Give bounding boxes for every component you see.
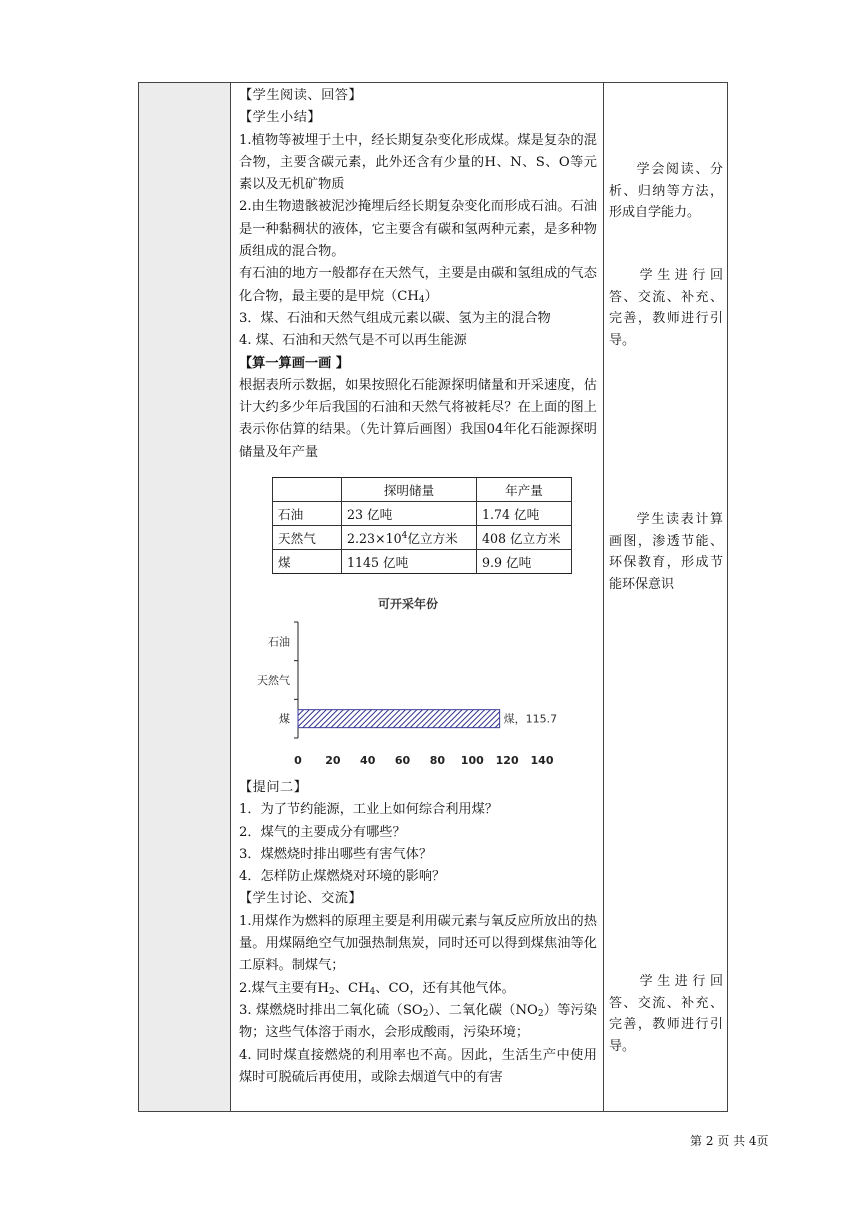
summary-3: 3．煤、石油和天然气组成元素以碳、氢为主的混合物	[239, 310, 551, 326]
page-footer: 第 2 页 共 4页	[690, 1134, 769, 1148]
x-tick-label: 0	[294, 754, 302, 767]
question-item: 2．煤气的主要成分有哪些？	[239, 824, 406, 840]
heading-summary: 【学生小结】	[239, 110, 322, 126]
heading-discussion: 【学生讨论、交流】	[239, 891, 363, 907]
chart-title: 可开采年份	[377, 597, 439, 611]
x-tick-label: 60	[394, 754, 411, 767]
heading-reading: 【学生阅读、回答】	[239, 88, 363, 103]
table-header-cell	[273, 478, 342, 502]
stage-column	[139, 83, 231, 1111]
category-label: 天然气	[257, 674, 290, 687]
summary-gas: 有石油的地方一般都存在天然气，主要是由碳和氢组成的气态化合物，最主要的是甲烷$(CH_4)$	[239, 266, 597, 305]
table-header-cell: 探明储量	[342, 478, 477, 502]
table-header-cell: 年产量	[477, 478, 572, 502]
category-label: 煤	[279, 712, 290, 726]
table-cell: $2.23\times 10^4$亿立方米	[342, 526, 477, 550]
question-item: 3．煤燃烧时排出哪些有害气体？	[239, 846, 433, 862]
heading-calc: 【算一算画一画 】	[239, 355, 350, 371]
x-tick-label: 100	[460, 754, 484, 767]
activity-column	[239, 85, 597, 464]
side-note-2: 学生进行回答、交流、补充、完善，教师进行引导。	[609, 268, 723, 348]
table-cell: 煤	[273, 550, 342, 574]
discussion-3: 3. 煤燃烧时排出二氧化硫$(SO_2)$、二氧化碳$(NO_2)$等污染物；这些气体溶于雨水，会形成酸雨，污染环境；	[239, 1002, 597, 1041]
x-tick-label: 140	[530, 754, 554, 767]
question-item: 4．怎样防止煤燃烧对环境的影响？	[239, 869, 446, 885]
table-row	[273, 550, 572, 574]
table-cell: 9.9 亿吨	[477, 550, 572, 574]
data-label: 煤，115.7	[503, 712, 558, 726]
category-label: 石油	[268, 635, 290, 649]
x-tick-label: 20	[325, 754, 341, 767]
summary-4: 4. 煤、石油和天然气是不可以再生能源	[239, 333, 467, 349]
heading-question-two: 【提问二】	[239, 780, 308, 795]
reserves-table	[272, 477, 572, 574]
table-cell: 石油	[273, 502, 342, 526]
side-note-4: 学生进行回答、交流、补充、完善，教师进行引导。	[609, 974, 723, 1054]
table-row	[273, 502, 572, 526]
table-cell: 1.74 亿吨	[477, 502, 572, 526]
table-cell: 408 亿立方米	[477, 526, 572, 550]
table-cell: 23 亿吨	[342, 502, 477, 526]
x-tick-label: 120	[495, 754, 519, 767]
activity-column-lower	[239, 777, 597, 1089]
summary-2: 2.由生物遗骸被泥沙掩埋后经长期复杂变化而形成石油。石油是一种黏稠状的液体，它主要含有碳和氢两种元素，是多种物质组成的混合物。	[239, 199, 597, 260]
bar-chart	[230, 596, 570, 778]
table-row	[273, 526, 572, 550]
x-tick-label: 40	[360, 754, 376, 767]
x-tick-label: 80	[429, 754, 446, 767]
discussion-2: 2.煤气主要有$H_2$、$CH_4$、CO，还有其他气体。	[239, 980, 515, 997]
discussion-4: 4. 同时煤直接燃烧的利用率也不高。因此，生活生产中使用煤时可脱硫后再使用，或除去烟道气中的有害	[239, 1047, 597, 1085]
discussion-1: 1.用煤作为燃料的原理主要是利用碳元素与氧反应所放出的热量。用煤隔绝空气加强热制焦炭，同时还可以得到煤焦油等化工原料。制煤气；	[239, 913, 597, 974]
table-cell: 1145 亿吨	[342, 550, 477, 574]
bar	[298, 710, 500, 728]
table-cell: 天然气	[273, 526, 342, 550]
table-header-row	[273, 478, 572, 502]
summary-1: 1.植物等被埋于土中，经长期复杂变化形成煤。煤是复杂的混合物，主要含碳元素，此外还含有少量的H、N、S、O等元素以及无机矿物质	[239, 132, 597, 193]
side-note-3: 学生读表计算画图，渗透节能、环保教育，形成节能环保意识	[609, 512, 723, 592]
side-note-1: 学会阅读、分析、归纳等方法，形成自学能力。	[609, 162, 723, 220]
calc-text: 根据表所示数据，如果按照化石能源探明储量和开采速度，估计大约多少年后我国的石油和天然气将被耗尽？在上面的图上表示你估算的结果。（先计算后画图）我国04年化石能源探明储量及年产量	[239, 377, 597, 460]
question-item: 1．为了节约能源，工业上如何综合利用煤？	[239, 802, 498, 818]
intent-column	[603, 83, 727, 1111]
